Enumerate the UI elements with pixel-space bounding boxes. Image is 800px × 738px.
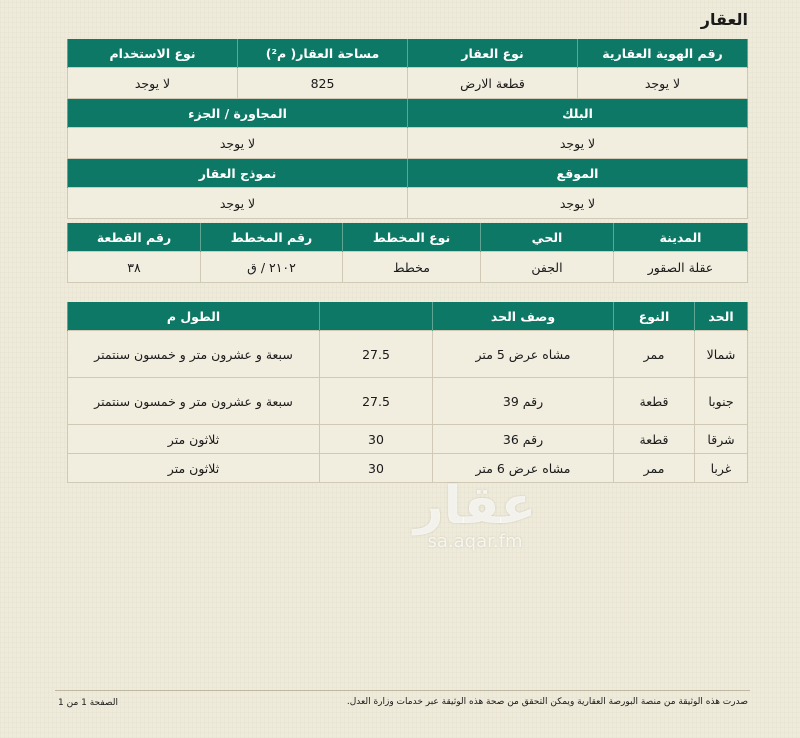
borders-table: [67, 302, 748, 483]
header-district: الحي: [481, 223, 614, 252]
footer-divider: [55, 690, 750, 691]
border-length-text: سبعة و عشرون متر و خمسون سنتمتر: [68, 378, 320, 425]
border-type: قطعة: [614, 378, 695, 425]
border-description: رقم 39: [433, 378, 614, 425]
border-type: قطعة: [614, 425, 695, 454]
header-border-description: وصف الحد: [433, 302, 614, 331]
value-plan-number: ٢١٠٢ / ق: [201, 252, 343, 283]
watermark-site: sa.aqar.fm: [427, 531, 523, 552]
border-direction: شمالا: [695, 331, 748, 378]
header-property-id: رقم الهوية العقارية: [578, 39, 748, 68]
border-description: مشاه عرض 6 متر: [433, 454, 614, 483]
watermark-logo: عقار: [413, 476, 537, 536]
border-description: مشاه عرض 5 متر: [433, 331, 614, 378]
value-property-area: 825: [238, 68, 408, 99]
footer-note: صدرت هذه الوثيقة من منصة البورصة العقارية ويمكن التحقق من صحة هذه الوثيقة عبر خدمات وزارة العدل.: [346, 697, 748, 707]
header-city: المدينة: [614, 223, 748, 252]
border-description: رقم 36: [433, 425, 614, 454]
value-property-model: لا يوجد: [68, 188, 408, 219]
value-property-id: لا يوجد: [578, 68, 748, 99]
header-border-length: الطول م: [68, 302, 320, 331]
border-direction: شرقا: [695, 425, 748, 454]
value-city: عقلة الصقور: [614, 252, 748, 283]
value-block: لا يوجد: [408, 128, 748, 159]
value-district: الجفن: [481, 252, 614, 283]
header-plan-type: نوع المخطط: [343, 223, 481, 252]
header-border-length-number: [320, 302, 433, 331]
border-length-number: 27.5: [320, 331, 433, 378]
header-plot-number: رقم القطعة: [68, 223, 201, 252]
value-usage-type: لا يوجد: [68, 68, 238, 99]
page-number: الصفحة 1 من 1: [58, 698, 118, 708]
value-plot-number: ٣٨: [68, 252, 201, 283]
border-length-text: سبعة و عشرون متر و خمسون سنتمتر: [68, 331, 320, 378]
value-neighborhood-part: لا يوجد: [68, 128, 408, 159]
plan-info-table: [67, 223, 748, 283]
header-property-area: مساحة العقار( م²): [238, 39, 408, 68]
property-info-table: [67, 39, 748, 219]
border-length-text: ثلاثون متر: [68, 425, 320, 454]
border-direction: غربا: [695, 454, 748, 483]
header-property-model: نموذج العقار: [68, 159, 408, 188]
border-length-number: 30: [320, 454, 433, 483]
table-row: [68, 331, 748, 378]
aqar-watermark: [405, 476, 545, 552]
border-direction: جنوبا: [695, 378, 748, 425]
table-row: [68, 454, 748, 483]
value-property-type: قطعة الارض: [408, 68, 578, 99]
value-location: لا يوجد: [408, 188, 748, 219]
header-border: الحد: [695, 302, 748, 331]
border-type: ممر: [614, 331, 695, 378]
header-block: البلك: [408, 99, 748, 128]
border-type: ممر: [614, 454, 695, 483]
header-plan-number: رقم المخطط: [201, 223, 343, 252]
header-usage-type: نوع الاستخدام: [68, 39, 238, 68]
header-border-type: النوع: [614, 302, 695, 331]
value-plan-type: مخطط: [343, 252, 481, 283]
header-location: الموقع: [408, 159, 748, 188]
border-length-number: 30: [320, 425, 433, 454]
section-title: العقار: [700, 10, 748, 29]
border-length-text: ثلاثون متر: [68, 454, 320, 483]
table-row: [68, 425, 748, 454]
border-length-number: 27.5: [320, 378, 433, 425]
header-neighborhood-part: المجاورة / الجزء: [68, 99, 408, 128]
header-property-type: نوع العقار: [408, 39, 578, 68]
table-row: [68, 378, 748, 425]
